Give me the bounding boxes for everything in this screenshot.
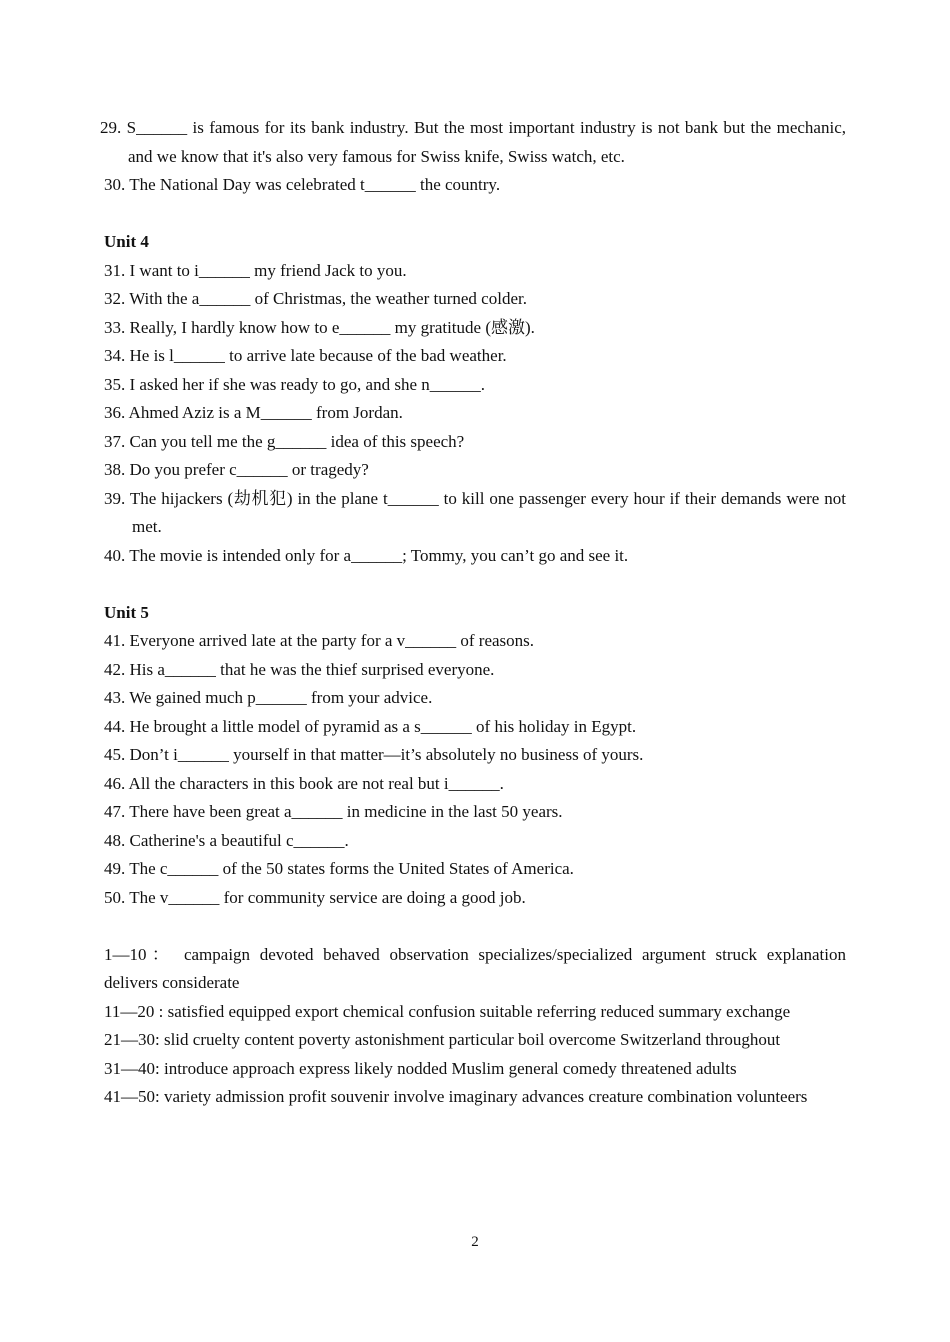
- spacer: [104, 912, 846, 941]
- answer-key-41-50: 41—50: variety admission profit souvenir involve imaginary advances creature combination volunteers: [104, 1087, 808, 1106]
- question-34: 34. He is l______ to arrive late because of the bad weather.: [104, 346, 507, 365]
- worksheet-content: [100, 114, 846, 1112]
- unit-5-heading: Unit 5: [104, 602, 149, 622]
- question-48: 48. Catherine's a beautiful c______.: [104, 830, 349, 850]
- spacer: [104, 200, 846, 229]
- answer-key-11-20: 11—20 : satisfied equipped export chemical confusion suitable referring reduced summary exchange: [104, 1001, 791, 1021]
- question-41: 41. Everyone arrived late at the party for a v______ of reasons.: [104, 631, 535, 650]
- question-29: 29. S______ is famous for its bank industry. But the most important industry is not bank but the mechanic, and we know that it's also very famous for Swiss knife, Swiss watch, etc.: [100, 118, 846, 166]
- question-50: 50. The v______ for community service are doing a good job.: [104, 887, 526, 907]
- question-30: 30. The National Day was celebrated t______ the country.: [104, 175, 501, 194]
- unit-4-heading: Unit 4: [104, 232, 149, 251]
- question-47: 47. There have been great a______ in medicine in the last 50 years.: [104, 802, 563, 821]
- question-32: 32. With the a______ of Christmas, the weather turned colder.: [104, 289, 527, 308]
- question-33: 33. Really, I hardly know how to e______ my gratitude (感激).: [104, 317, 535, 337]
- question-46: 46. All the characters in this book are not real but i______.: [104, 773, 504, 793]
- question-42: 42. His a______ that he was the thief surprised everyone.: [104, 659, 495, 679]
- page-number: 2: [471, 1234, 479, 1250]
- question-35: 35. I asked her if she was ready to go, and she n______.: [104, 374, 485, 394]
- question-45: 45. Don’t i______ yourself in that matter—it’s absolutely no business of yours.: [104, 745, 644, 764]
- question-40: 40. The movie is intended only for a______; Tommy, you can’t go and see it.: [104, 545, 629, 565]
- question-44: 44. He brought a little model of pyramid as a s______ of his holiday in Egypt.: [104, 716, 637, 736]
- question-37: 37. Can you tell me the g______ idea of this speech?: [104, 431, 465, 451]
- answer-key-31-40: 31—40: introduce approach express likely nodded Muslim general comedy threatened adults: [104, 1058, 737, 1078]
- question-38: 38. Do you prefer c______ or tragedy?: [104, 460, 369, 479]
- answer-key-21-30: 21—30: slid cruelty content poverty astonishment particular boil overcome Switzerland throughout: [104, 1030, 781, 1049]
- answer-key-1-10: 1—10： campaign devoted behaved observation specializes/specialized argument struck explanation delivers considerate: [104, 944, 846, 992]
- question-36: 36. Ahmed Aziz is a M______ from Jordan.: [104, 403, 403, 422]
- question-31: 31. I want to i______ my friend Jack to you.: [104, 260, 407, 280]
- question-39: 39. The hijackers (劫机犯) in the plane t______ to kill one passenger every hour if their demands were not met.: [104, 488, 846, 536]
- question-43: 43. We gained much p______ from your advice.: [104, 688, 433, 707]
- question-49: 49. The c______ of the 50 states forms the United States of America.: [104, 859, 574, 878]
- spacer: [104, 570, 846, 599]
